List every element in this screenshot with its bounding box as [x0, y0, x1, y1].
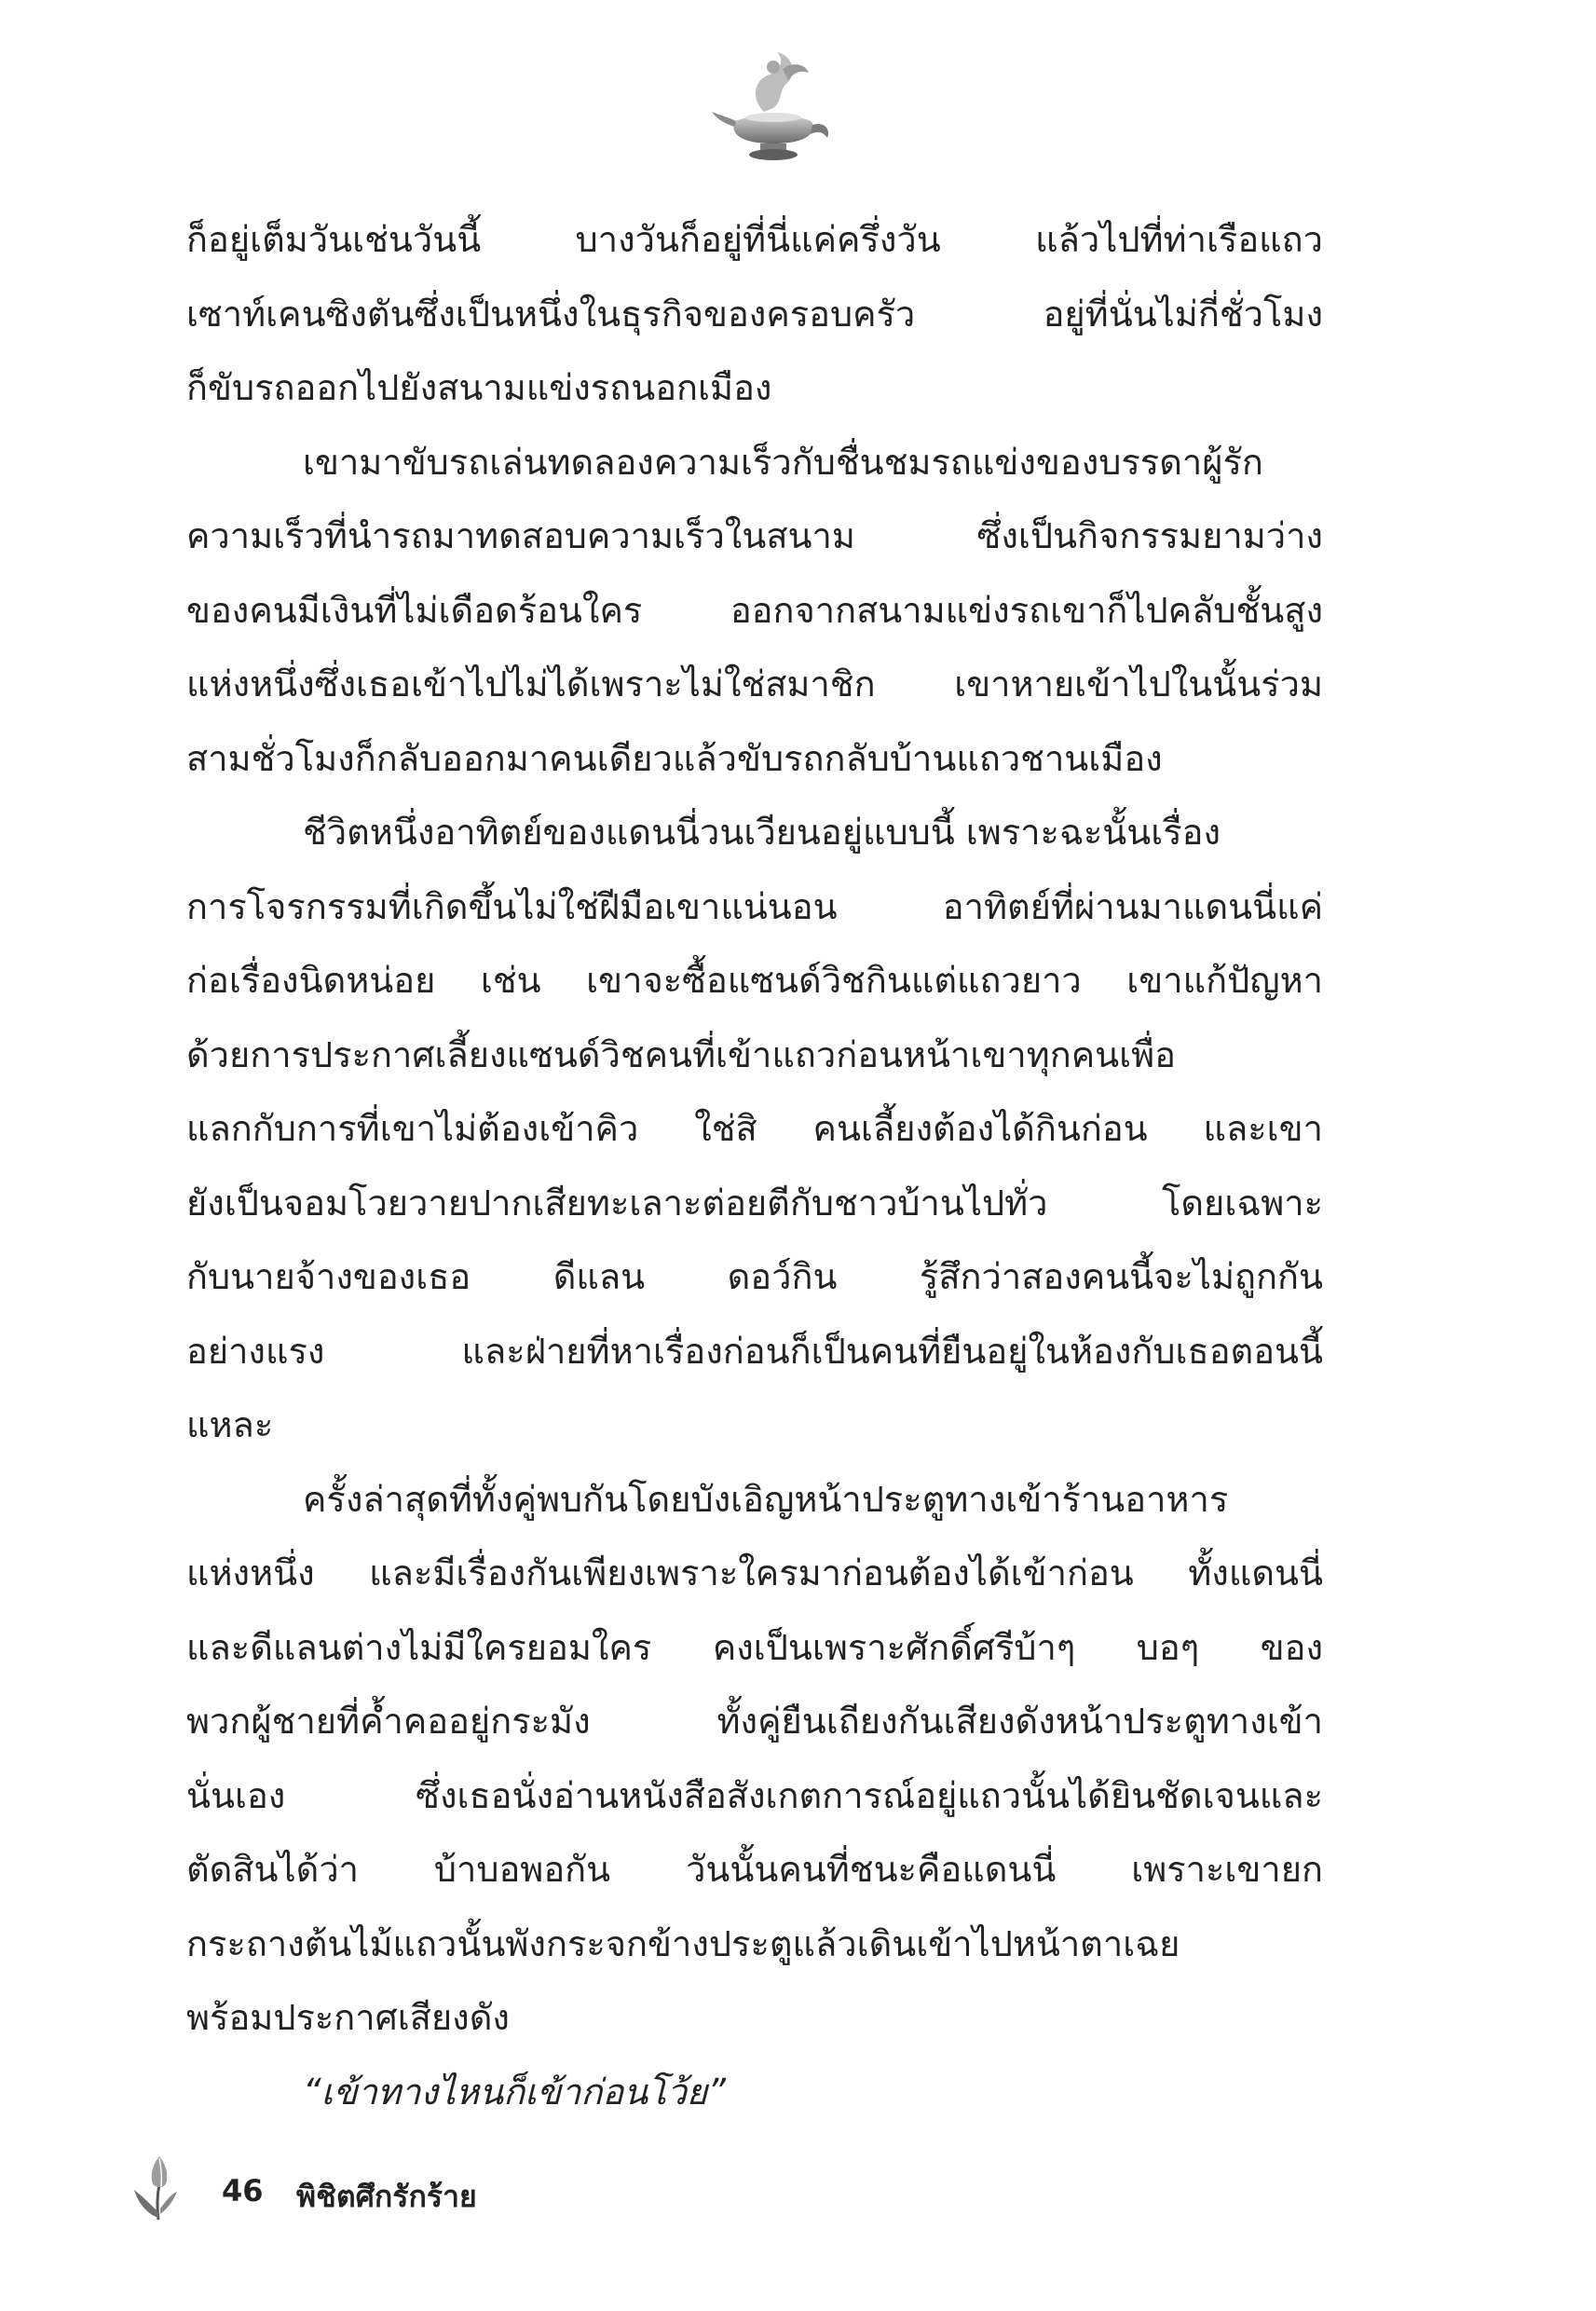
- book-title: พิชิตศึกรักร้าย: [296, 2179, 477, 2214]
- text-line: แห่งหนึ่งซึ่งเธอเข้าไปไม่ได้เพราะไม่ใช่สมาชิก เขาหายเข้าไปในนั้นร่วม: [186, 663, 1323, 704]
- page-number: 46: [222, 2173, 264, 2208]
- text-line: กระถางต้นไม้แถวนั้นพังกระจกข้างประตูแล้วเดินเข้าไปหน้าตาเฉย: [186, 1922, 1180, 1964]
- tulip-flower-icon: [130, 2153, 186, 2227]
- text-line: ก็อยู่เต็มวันเช่นวันนี้ บางวันก็อยู่ที่นี่แค่ครึ่งวัน แล้วไปที่ท่าเรือแถว: [186, 219, 1323, 260]
- text-line: ยังเป็นจอมโวยวายปากเสียทะเลาะต่อยตีกับชาวบ้านไปทั่ว โดยเฉพาะ: [186, 1182, 1323, 1224]
- text-line: ก็ขับรถออกไปยังสนามแข่งรถนอกเมือง: [186, 367, 772, 408]
- text-line: การโจรกรรมที่เกิดขึ้นไม่ใช่ฝีมือเขาแน่นอน อาทิตย์ที่ผ่านมาแดนนี่แค่: [186, 885, 1323, 927]
- text-line: เขามาขับรถเล่นทดลองความเร็วกับชื่นชมรถแข่งของบรรดาผู้รัก: [303, 441, 1263, 483]
- text-line: แลกกับการที่เขาไม่ต้องเข้าคิว ใช่สิ คนเลี้ยงต้องได้กินก่อน และเขา: [186, 1108, 1323, 1149]
- text-line: ก่อเรื่องนิดหน่อย เช่น เขาจะซื้อแซนด์วิชกินแต่แถวยาว เขาแก้ปัญหา: [186, 960, 1323, 1001]
- text-line: พวกผู้ชายที่ค้ำคออยู่กระมัง ทั้งคู่ยืนเถียงกันเสียงดังหน้าประตูทางเข้า: [186, 1701, 1323, 1742]
- text-line: และดีแลนต่างไม่มีใครยอมใคร คงเป็นเพราะศักดิ์ศรีบ้าๆ บอๆ ของ: [186, 1626, 1323, 1668]
- text-line: ความเร็วที่นำรถมาทดสอบความเร็วในสนาม ซึ่งเป็นกิจกรรมยามว่าง: [186, 515, 1323, 556]
- quote-line: “เข้าทางไหนก็เข้าก่อนโว้ย”: [303, 2071, 726, 2113]
- text-line: แหละ: [186, 1404, 274, 1445]
- text-line: ตัดสินได้ว่า บ้าบอพอกัน วันนั้นคนที่ชนะคือแดนนี่ เพราะเขายก: [186, 1849, 1323, 1890]
- text-line: ด้วยการประกาศเลี้ยงแซนด์วิชคนที่เข้าแถวก่อนหน้าเขาทุกคนเพื่อ: [186, 1033, 1176, 1075]
- text-line: เซาท์เคนซิงตันซึ่งเป็นหนึ่งในธุรกิจของครอบครัว อยู่ที่นั่นไม่กี่ชั่วโมง: [186, 293, 1323, 335]
- text-line: อย่างแรง และฝ่ายที่หาเรื่องก่อนก็เป็นคนที่ยืนอยู่ในห้องกับเธอตอนนี้: [186, 1330, 1323, 1372]
- text-line: ของคนมีเงินที่ไม่เดือดร้อนใคร ออกจากสนามแข่งรถเขาก็ไปคลับชั้นสูง: [186, 589, 1323, 631]
- text-line: นั่นเอง ซึ่งเธอนั่งอ่านหนังสือสังเกตการณ์อยู่แถวนั้นได้ยินชัดเจนและ: [186, 1774, 1323, 1816]
- genie-lamp-icon: [708, 47, 839, 168]
- page-footer: [121, 2153, 773, 2227]
- body-text: [186, 203, 1323, 2129]
- text-line: แห่งหนึ่ง และมีเรื่องกันเพียงเพราะใครมาก่อนต้องได้เข้าก่อน ทั้งแดนนี่: [186, 1552, 1323, 1593]
- text-line: พร้อมประกาศเสียงดัง: [186, 1997, 510, 2038]
- text-line: สามชั่วโมงก็กลับออกมาคนเดียวแล้วขับรถกลับบ้านแถวชานเมือง: [186, 737, 1163, 779]
- text-line: ครั้งล่าสุดที่ทั้งคู่พบกันโดยบังเอิญหน้าประตูทางเข้าร้านอาหาร: [303, 1478, 1229, 1520]
- text-line: ชีวิตหนึ่งอาทิตย์ของแดนนี่วนเวียนอยู่แบบนี้ เพราะฉะนั้นเรื่อง: [303, 812, 1221, 853]
- text-line: กับนายจ้างของเธอ ดีแลน ดอว์กิน รู้สึกว่าสองคนนี้จะไม่ถูกกัน: [186, 1256, 1323, 1297]
